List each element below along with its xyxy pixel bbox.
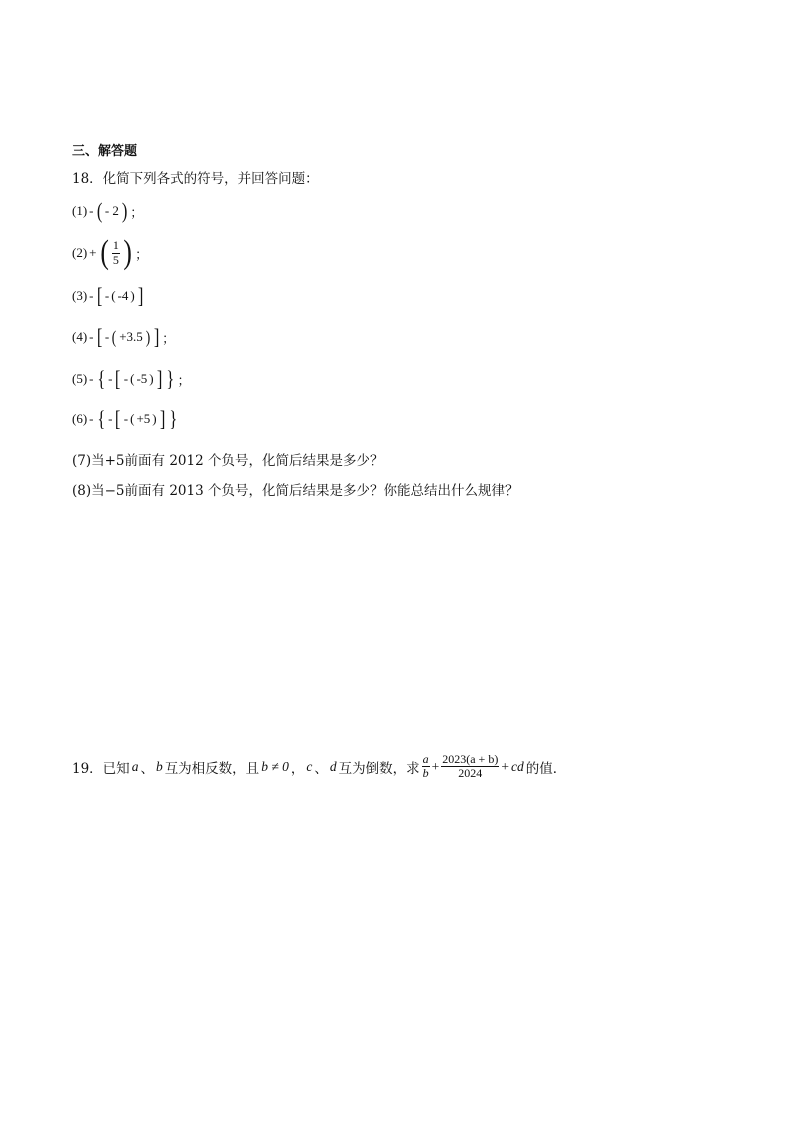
sign: + (89, 245, 97, 260)
q18-item-2 (72, 236, 148, 270)
fraction-a-over-b (422, 753, 430, 780)
denominator: 5 (112, 252, 119, 267)
left-bracket: [ (115, 366, 121, 391)
left-paren: ( (96, 198, 102, 223)
var-d: d (329, 758, 337, 774)
condition: b ≠ 0 (261, 758, 289, 774)
inner-value: -5 (136, 371, 148, 386)
left-paren: ( (111, 327, 117, 347)
punct: ； (135, 246, 149, 262)
q18-item-6 (72, 408, 179, 430)
sign-1: - (108, 411, 113, 426)
left-bracket: [ (96, 283, 102, 308)
q19-text-2: 互为倒数，求 (338, 760, 420, 777)
left-paren: ( (130, 411, 135, 426)
right-paren: ) (145, 327, 151, 347)
var-cd: cd (510, 758, 524, 774)
right-paren: ) (152, 411, 157, 426)
left-bracket: [ (96, 324, 102, 349)
item-label: (2) (72, 245, 88, 260)
inner-sign: - (104, 329, 110, 344)
q19-text-1: 互为相反数，且 (164, 760, 260, 777)
item-label: (1) (72, 203, 88, 218)
q19-prefix: 19．已知 (72, 760, 130, 777)
left-paren: ( (99, 234, 109, 271)
plus-sign: + (431, 758, 440, 774)
left-bracket: [ (115, 406, 121, 431)
sign: - (89, 329, 94, 344)
left-brace: { (96, 406, 105, 431)
punct: ； (177, 372, 191, 388)
denominator: 2024 (458, 766, 483, 781)
q18-line-7: (7)当+5前面有 2012 个负号，化简后结果是多少？ (72, 453, 384, 469)
question-18-stem: 18．化简下列各式的符号，并回答问题： (72, 171, 319, 187)
left-paren: ( (111, 288, 116, 303)
left-brace: { (96, 366, 105, 391)
sign: - (89, 411, 94, 426)
item-label: (5) (72, 371, 88, 386)
q18-item-3 (72, 285, 144, 307)
sign: - (89, 371, 94, 386)
question-19 (72, 753, 566, 780)
punct: ； (162, 330, 176, 346)
q18-item-5 (72, 368, 191, 390)
fraction-2023 (441, 753, 499, 780)
right-paren: ) (130, 288, 135, 303)
right-bracket: ] (159, 406, 166, 431)
sign: - (89, 203, 94, 218)
right-brace: } (166, 366, 175, 391)
left-paren: ( (130, 371, 135, 386)
var-c: c (306, 758, 313, 774)
inner-sign: - (104, 288, 110, 303)
right-paren: ) (149, 371, 154, 386)
inner-value: +5 (136, 411, 151, 426)
numerator: a (422, 752, 429, 766)
separator: 、 (314, 760, 328, 777)
inner-value: - 2 (104, 203, 119, 218)
right-bracket: ] (137, 283, 144, 308)
sign: - (89, 288, 94, 303)
plus-sign: + (501, 758, 509, 774)
right-bracket: ] (153, 324, 160, 349)
right-brace: } (169, 406, 178, 431)
var-b: b (155, 758, 163, 774)
item-label: (4) (72, 329, 88, 344)
item-label: (6) (72, 411, 88, 426)
fraction (112, 239, 120, 266)
sign-1: - (108, 371, 113, 386)
inner-value: +3.5 (119, 329, 143, 344)
q18-line-8: (8)当−5前面有 2013 个负号，化简后结果是多少？你能总结出什么规律？ (72, 483, 519, 499)
numerator: 2023(a + b) (442, 752, 499, 766)
var-a: a (131, 758, 139, 774)
item-label: (3) (72, 288, 88, 303)
inner-value: -4 (117, 288, 129, 303)
right-paren: ) (123, 234, 132, 271)
comma: ， (290, 760, 305, 777)
right-bracket: ] (156, 366, 163, 391)
sign-2: - (123, 371, 129, 386)
separator: 、 (140, 760, 154, 777)
q18-item-1 (72, 200, 143, 222)
punct: ； (130, 204, 144, 220)
sign-2: - (123, 411, 129, 426)
section-title: 三、解答题 (72, 144, 138, 159)
numerator: 1 (112, 238, 119, 253)
right-paren: ) (121, 198, 128, 223)
denominator: b (422, 766, 429, 781)
q18-item-4 (72, 326, 175, 348)
q19-suffix: 的值． (525, 760, 567, 777)
